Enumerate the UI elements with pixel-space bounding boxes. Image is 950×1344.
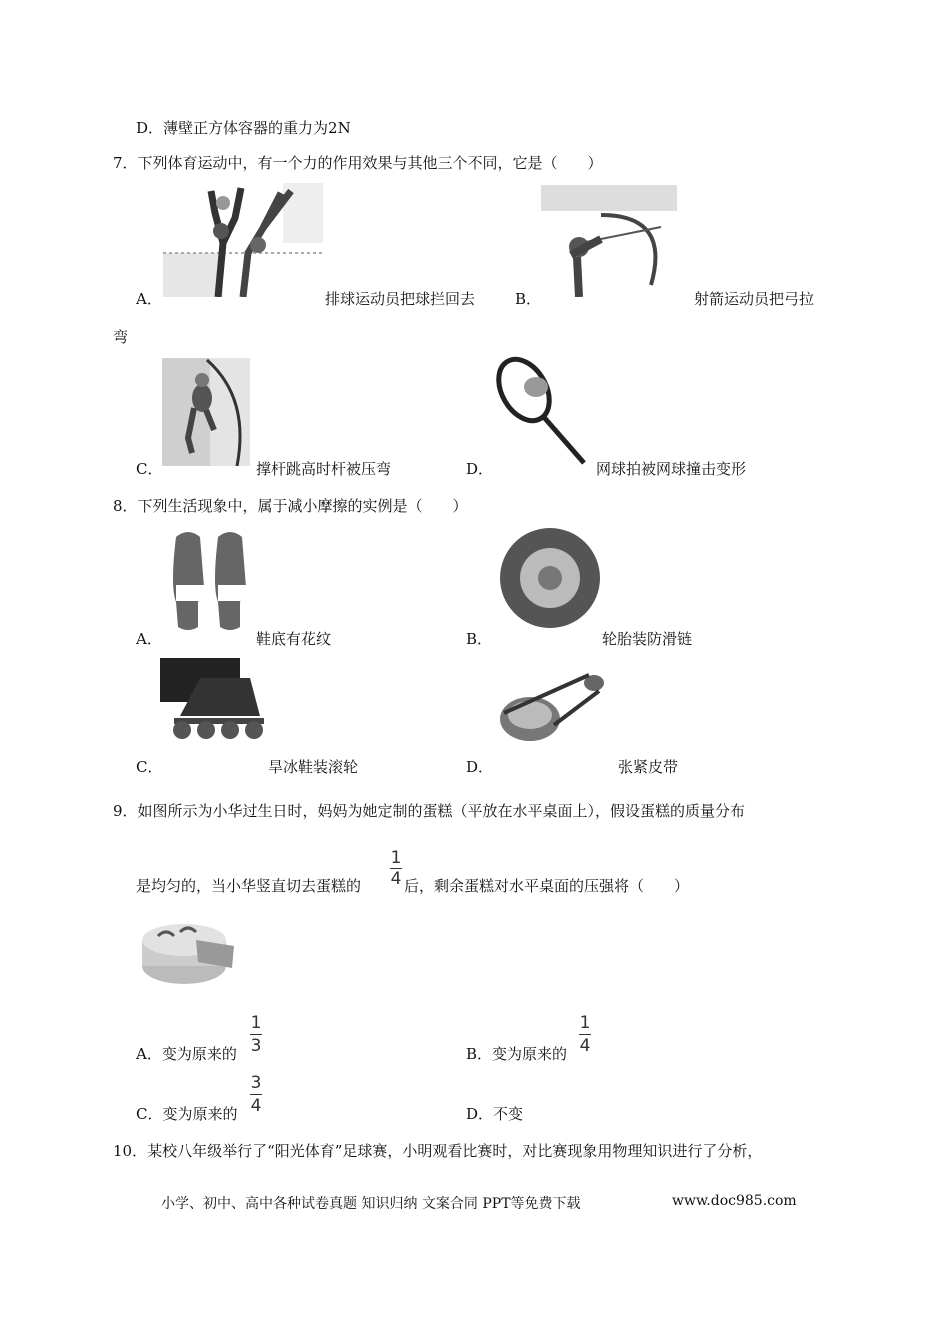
footer-url[interactable]: www.doc985.com: [672, 1193, 797, 1209]
q9-option-a-den: 3: [250, 1036, 262, 1056]
q8-option-a-text: 鞋底有花纹: [256, 630, 332, 648]
q9-stem-line2-a: 是均匀的，当小华竖直切去蛋糕的: [136, 877, 362, 895]
q9-stem-frac-num: 1: [390, 848, 402, 868]
q9-option-b-num: 1: [579, 1013, 591, 1033]
shoe-sole-image: [168, 527, 252, 633]
tire-chain-image: [496, 525, 604, 631]
q6-option-d: D．薄壁正方体容器的重力为2N: [136, 119, 351, 137]
q9-option-d-text: D．不变: [466, 1105, 524, 1123]
q7-option-d-prefix: D．: [466, 460, 494, 478]
pole-vault-image: [162, 358, 250, 466]
q9-option-c-bar: [250, 1094, 262, 1095]
q10-stem: 10．某校八年级举行了“阳光体育”足球赛，小明观看比赛时，对比赛现象用物理知识进行了分析，: [113, 1142, 763, 1160]
q9-option-c-den: 4: [250, 1096, 262, 1116]
q9-stem-line2-b: 后，剩余蛋糕对水平桌面的压强将（ ）: [404, 877, 690, 895]
q7-option-a-text: 排球运动员把球拦回去: [325, 290, 476, 308]
q8-option-d-prefix: D．: [466, 758, 494, 776]
q8-option-c-text: 旱冰鞋装滚轮: [268, 758, 359, 776]
q9-option-c-text: C．变为原来的: [136, 1105, 238, 1123]
q9-option-b-bar: [579, 1034, 591, 1035]
q9-option-b-text: B．变为原来的: [466, 1045, 568, 1063]
q8-option-d-text: 张紧皮带: [618, 758, 679, 776]
q9-option-b-den: 4: [579, 1036, 591, 1056]
q8-option-b-text: 轮胎装防滑链: [602, 630, 693, 648]
roller-skate-image: [160, 658, 268, 742]
q7-option-a-prefix: A．: [136, 290, 162, 308]
q9-stem-line1: 9．如图所示为小华过生日时，妈妈为她定制的蛋糕（平放在水平桌面上），假设蛋糕的质量分布: [113, 802, 746, 820]
q7-option-b-prefix: B．: [515, 290, 542, 308]
q7-option-d-text: 网球拍被网球撞击变形: [596, 460, 747, 478]
q7-option-c-prefix: C．: [136, 460, 163, 478]
q7-option-b-text: 射箭运动员把弓拉: [694, 290, 815, 308]
q9-option-a-bar: [250, 1034, 262, 1035]
belt-pulley-image: [494, 663, 614, 749]
archery-image: [541, 185, 677, 297]
q9-option-a-num: 1: [250, 1013, 262, 1033]
volleyball-image: [163, 183, 323, 297]
q7-option-c-text: 撑杆跳高时杆被压弯: [256, 460, 392, 478]
q9-stem-frac-den: 4: [390, 869, 402, 889]
footer-text: 小学、初中、高中各种试卷真题 知识归纳 文案合同 PPT等免费下载: [161, 1196, 581, 1212]
q7-stem: 7．下列体育运动中，有一个力的作用效果与其他三个不同，它是（ ）: [113, 154, 603, 172]
q8-option-b-prefix: B．: [466, 630, 493, 648]
q7-option-b-wrap: 弯: [113, 328, 129, 346]
q9-option-a-text: A．变为原来的: [136, 1045, 237, 1063]
q9-option-c-num: 3: [250, 1073, 262, 1093]
q8-option-a-prefix: A．: [136, 630, 162, 648]
cake-image: [136, 910, 240, 990]
q8-stem: 8．下列生活现象中，属于减小摩擦的实例是（ ）: [113, 497, 468, 515]
tennis-racket-image: [494, 355, 594, 467]
q8-option-c-prefix: C．: [136, 758, 163, 776]
